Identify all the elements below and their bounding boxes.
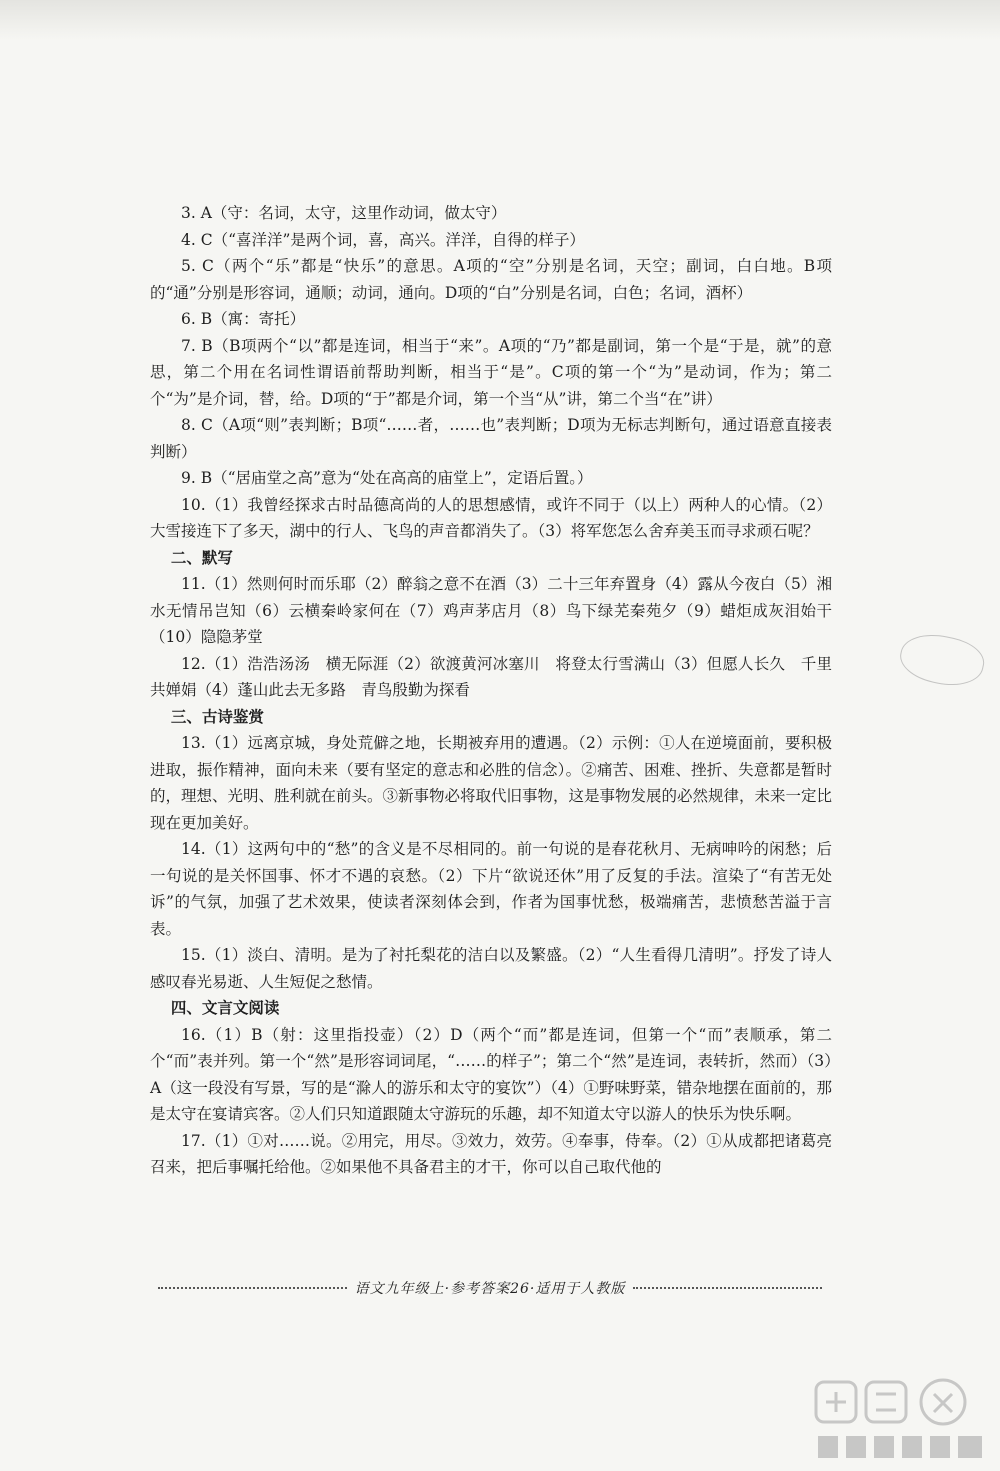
answer-item: 15.（1）淡白、清明。是为了衬托梨花的洁白以及繁盛。（2）“人生看得几清明”。抒发了诗人感叹春光易逝、人生短促之愁情。 xyxy=(150,946,832,991)
section-heading: 四、文言文阅读 xyxy=(170,998,280,1017)
footer-text: 语文九年级上·参考答案26·适用于人教版 xyxy=(354,1281,626,1297)
answer-item: 13.（1）远离京城，身处荒僻之地，长期被弃用的遭遇。（2）示例：①人在逆境面前，要积极进取，振作精神，面向未来（要有坚定的意志和必胜的信念）。②痛苦、困难、挫折、失意都是暂时的，理想、光明、胜利就在前头。③新事物必将取代旧事物，这是事物发展的必然规律，未来一定比现在更加美好。 xyxy=(150,734,833,832)
answer-item: 11.（1）然则何时而乐耶（2）醉翁之意不在酒（3）二十三年弃置身（4）露从今夜白（5）湘水无情吊岂知（6）云横秦岭家何在（7）鸡声茅店月（8）鸟下绿芜秦苑夕（9）蜡炬成灰泪始干（10）隐隐茅堂 xyxy=(150,575,832,646)
answer-item: 16.（1）B（射：这里指投壶）（2）D（两个“而”都是连词，但第一个“而”表顺承，第二个“而”表并列。第一个“然”是形容词词尾，“……的样子”；第二个“然”是连词，表转折，然而）（3）A（这一段没有写景，写的是“滁人的游乐和太守的宴饮”）（4）①野味野菜，错杂地摆在面前的，那是太守在宴请宾客。②人们只知道跟随太守游玩的乐趣，却不知道太守以游人的快乐为快乐啊。 xyxy=(150,1025,832,1123)
footer-dots-left xyxy=(158,1287,347,1289)
answer-item: 17.（1）①对……说。②用完，用尽。③效力，效劳。④奉事，侍奉。（2）①从成都把诸葛亮召来，把后事嘱托给他。②如果他不具备君主的才干，你可以自己取代他的 xyxy=(150,1131,832,1176)
answer-item: 14.（1）这两句中的“愁”的含义是不尽相同的。前一句说的是春花秋月、无病呻吟的闲愁；后一句说的是关怀国事、怀才不遇的哀愁。（2）下片“欲说还休”用了反复的手法。渲染了“有苦无处诉”的气氛，加强了艺术效果，使读者深刻体会到，作者为国事忧愁，极端痛苦，悲愤愁苦溢于言表。 xyxy=(150,840,832,938)
answer-item: 9. B（“居庙堂之高”意为“处在高高的庙堂上”，定语后置。） xyxy=(181,469,593,487)
footer-dots-right xyxy=(633,1287,822,1289)
page-footer xyxy=(150,1278,830,1298)
section-heading: 二、默写 xyxy=(170,547,233,567)
answer-item: 6. B（寓：寄托） xyxy=(181,310,306,328)
answer-item: 4. C（“喜洋洋”是两个词，喜，高兴。洋洋，自得的样子） xyxy=(181,230,585,249)
watermark-logo xyxy=(808,1372,993,1468)
answer-body xyxy=(150,200,832,1181)
answer-item: 8. C（A项“则”表判断；B项“……者，……也”表判断；D项为无标志判断句，通过语意直接表判断） xyxy=(150,416,832,461)
answer-item: 7. B（B项两个“以”都是连词，相当于“来”。A项的“乃”都是副词，第一个是“于是，就”的意思，第二个用在名词性谓语前帮助判断，相当于“是”。C项的第一个“为”是动词，作为；第二个“为”是介词，替，给。D项的“于”都是介词，第一个当“从”讲，第二个当“在”讲） xyxy=(150,336,832,408)
scan-shadow xyxy=(0,0,1000,40)
section-heading: 三、古诗鉴赏 xyxy=(170,706,264,726)
answer-item: 10.（1）我曾经探求古时品德高尚的人的思想感情，或许不同于（以上）两种人的心情。（2）大雪接连下了多天，湖中的行人、飞鸟的声音都消失了。（3）将军您怎么舍弃美玉而寻求顽石呢？ xyxy=(150,495,832,540)
answer-item: 12.（1）浩浩汤汤 横无际涯（2）欲渡黄河冰塞川 将登太行雪满山（3）但愿人长久 千里共婵娟（4）蓬山此去无多路 青鸟殷勤为探看 xyxy=(150,654,832,699)
answer-item: 5. C（两个“乐”都是“快乐”的意思。A项的“空”分别是名词，天空；副词，白白地。B项的“通”分别是形容词，通顺；动词，通向。D项的“白”分别是名词，白色；名词，酒杯） xyxy=(150,257,832,302)
ink-stamp xyxy=(896,628,988,692)
answer-item: 3. A（守：名词，太守，这里作动词，做太守） xyxy=(181,204,507,222)
